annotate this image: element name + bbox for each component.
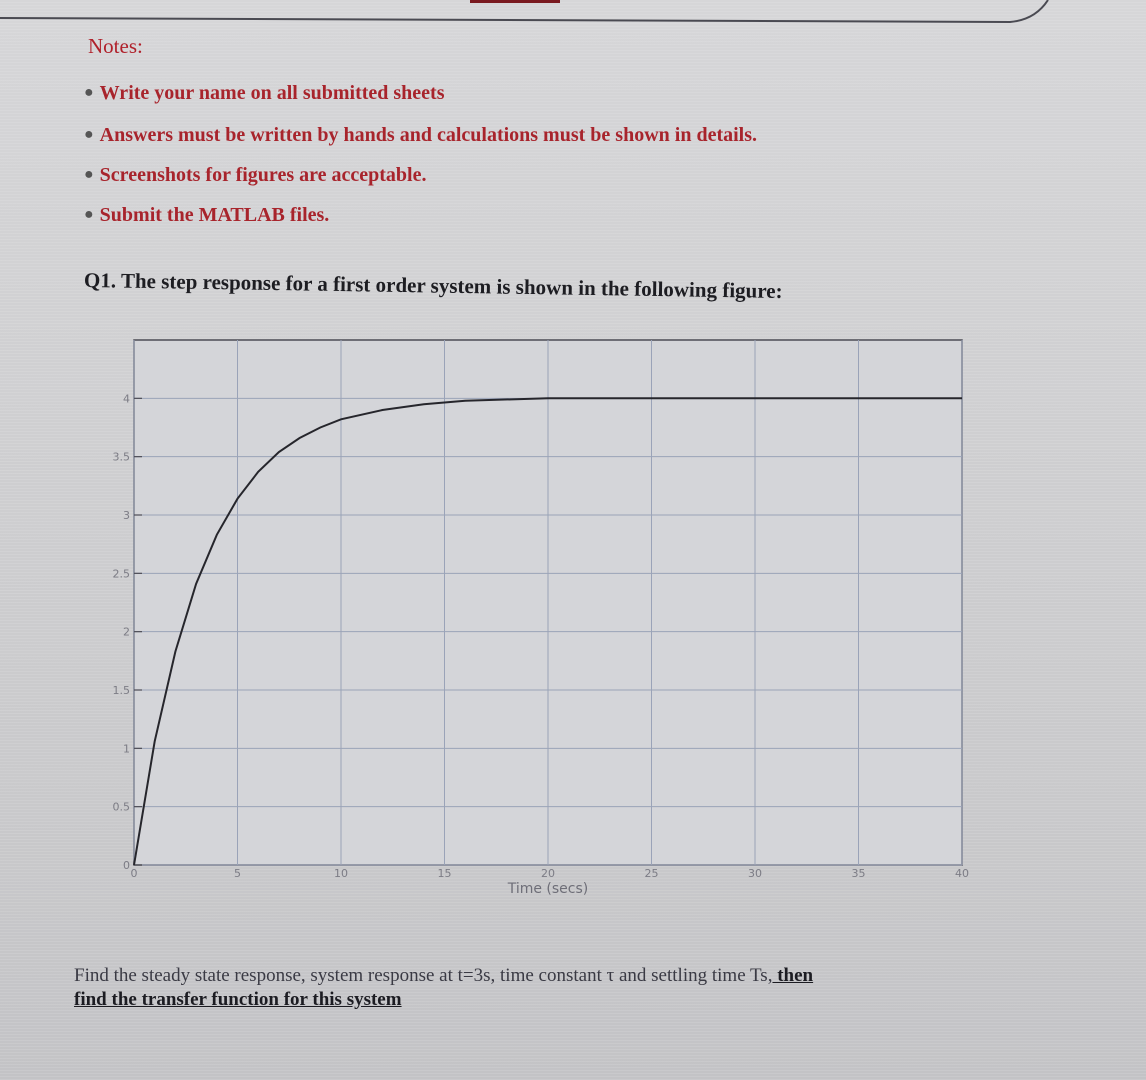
notes-title: Notes: — [88, 34, 143, 58]
y-tick-label: 0.5 — [112, 800, 130, 814]
y-tick-label: 2 — [123, 625, 130, 639]
y-tick-label: 1.5 — [112, 684, 130, 697]
x-tick-label: 5 — [234, 867, 241, 880]
bullet-icon: ● — [84, 206, 94, 223]
question-text: Q1. The step response for a first order system is shown in the following figure: — [83, 268, 783, 303]
x-tick-label: 40 — [955, 867, 969, 880]
y-tick-label: 1 — [123, 742, 130, 756]
x-tick-label: 20 — [541, 867, 555, 880]
instruction-underlined-transfer: find the transfer function for this system — [74, 989, 402, 1010]
x-axis-label: Time (secs) — [507, 881, 589, 897]
x-tick-label: 15 — [437, 867, 452, 880]
note-item — [84, 204, 329, 227]
y-tick-label: 3 — [123, 509, 130, 522]
bullet-icon: ● — [84, 84, 94, 101]
question-instructions — [74, 964, 1014, 1012]
bullet-icon: ● — [84, 126, 94, 143]
note-text: Answers must be written by hands and calculations must be shown in details. — [99, 124, 757, 146]
x-tick-label: 25 — [644, 867, 659, 880]
y-tick-label: 0 — [123, 859, 130, 872]
bullet-icon: ● — [84, 166, 94, 183]
x-tick-label: 35 — [851, 867, 866, 880]
x-tick-label: 10 — [334, 867, 348, 880]
y-tick-label: 2.5 — [112, 567, 130, 581]
instruction-underlined-then: then — [772, 965, 814, 986]
note-text: Submit the MATLAB files. — [99, 204, 330, 226]
note-item — [84, 164, 426, 187]
x-axis-ticks — [131, 867, 970, 880]
x-tick-label: 0 — [130, 867, 138, 880]
page-top-edge — [0, 0, 1146, 40]
instruction-text: Find the steady state response, system response at t=3s, time constant τ and settling time Ts, — [74, 965, 773, 986]
note-item — [84, 124, 757, 147]
note-text: Write your name on all submitted sheets — [99, 82, 445, 104]
y-tick-label: 3.5 — [112, 450, 130, 464]
note-text: Screenshots for figures are acceptable. — [99, 164, 427, 186]
y-tick-label: 4 — [123, 392, 130, 406]
note-item — [84, 82, 445, 105]
x-tick-label: 30 — [748, 867, 762, 880]
step-response-chart — [100, 325, 980, 905]
